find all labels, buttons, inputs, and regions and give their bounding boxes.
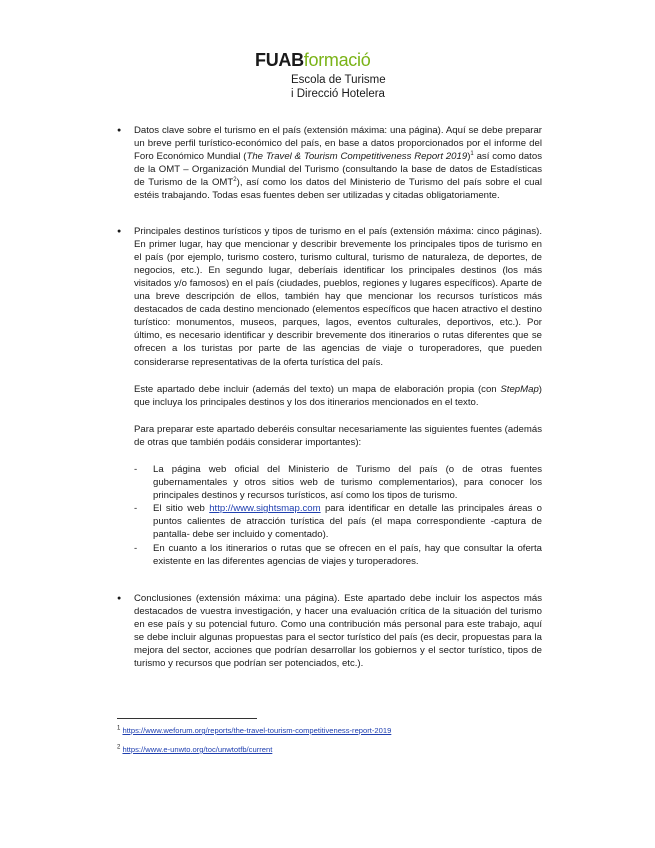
bullet-destinos: ● Principales destinos turísticos y tipos de turismo en el país (extensión máxima: cinco páginas). En primer lugar, hay que mencionar y describir brevemente los principales tipos de turismo en el país (por ejemplo, turismo costero, turismo cultural, turismo de naturaleza, de deportes, de negocios, etc.). En segundo lugar, deberíais identificar los principales destinos (los más visitados y/o famosos) en el país (ciudades, pueblos, regiones y lugares específicos). Aparte de una breve descripción de ellos, también hay que mencionar los recursos turísticos más destacados de cada destino mencionado (elementos específicos que hacen atractivo el destino turístico: monumentos, museos, parques, lagos, eventos culturales, deportivos, etc.). Por último, es necesario identificar y describir brevemente dos itinerarios o rutas diferentes que se ofrecen a los turistas por parte de las agencias de viaje o turoperadores, que pueden considerarse representativas de la oferta turística del país. [117,225,542,369]
footnotes [117,718,542,763]
list-item: - El sitio web http://www.sightsmap.com para identificar en detalle las principales áreas o puntos calientes de atracción turística del país (el mapa correspondiente -captura de pantalla- debe ser incluido y comentado). [134,502,542,541]
document-body [117,124,542,670]
list-item: - En cuanto a los itinerarios o rutas que se ofrecen en el país, hay que consultar la oferta existente en las diferentes agencias de viajes y turoperadores. [134,542,542,568]
footnote-link-unwto[interactable]: https://www.e-unwto.org/toc/unwtotfb/current [122,745,273,754]
institution-name [291,73,386,101]
bullet-datos-clave: ● Datos clave sobre el turismo en el país (extensión máxima: una página). Aquí se debe preparar un breve perfil turístico-económico del país, en base a datos proporcionados por el informe del Foro Económico Mundial (The Travel & Tourism Competitiveness Report 2019)$^1$ así como datos de la OMT – Organización Mundial del Turismo (consultando la base de datos de Estadísticas de Turismo de la OMT$^2$), así como los datos del Ministerio de Turismo del país sobre el cual estéis trabajando. Todas esas fuentes deben ser utilizadas y citadas obligatoriamente. [117,124,542,203]
footnote-ref-1[interactable]: 1 [470,151,474,157]
sources-paragraph: Para preparar este apartado deberéis consultar necesariamente las siguientes fuentes (además de otras que también podáis considerar importantes): [134,423,542,448]
footnote-link-weforum[interactable]: https://www.weforum.org/reports/the-travel-tourism-competitiveness-report-2019 [122,726,392,735]
bullet-conclusiones: ● Conclusiones (extensión máxima: una página). Este apartado debe incluir los aspectos más destacados de vuestra investigación, y hacer una evaluación crítica de la situación del turismo en ese país y su potencial futuro. Como una contribución más personal para este trabajo, aquí se debe incluir algunas propuestas para el sector turístico del país (es decir, propuestas para la mejora del sector, acciones que podrían desarrollar los gobiernos y el sector turístico, tipos de turismo y recursos que podrían ser potenciados, etc.). [117,592,542,671]
map-paragraph: Este apartado debe incluir (además del texto) un mapa de elaboración propia (con StepMap) que incluya los principales destinos y los dos itinerarios mencionados en el texto. [134,383,542,408]
sightsmap-link[interactable]: http://www.sightsmap.com [209,503,321,515]
footnote-1: $^1$ https://www.weforum.org/reports/the-travel-tourism-competitiveness-report-2019 [117,725,392,735]
sources-list [117,463,542,568]
institution-logo [255,50,386,101]
footnote-2: $^2$ https://www.e-unwto.org/toc/unwtotfb/current [117,744,273,754]
institution-line-2: i Direcció Hotelera [291,88,385,100]
footnote-divider [117,718,257,719]
footnote-ref-2[interactable]: 2 [233,177,237,184]
brand-light: formació [303,50,371,70]
brand-wordmark [255,50,386,70]
list-item: - La página web oficial del Ministerio de Turismo del país (o de otras fuentes gubernamentales y otros sitios web de turismo complementarios), para conocer los principales destinos y recursos turísticos, así como los tipos de turismo. [134,463,542,502]
institution-line-1: Escola de Turisme [291,74,386,86]
brand-bold: FUAB [255,50,304,70]
